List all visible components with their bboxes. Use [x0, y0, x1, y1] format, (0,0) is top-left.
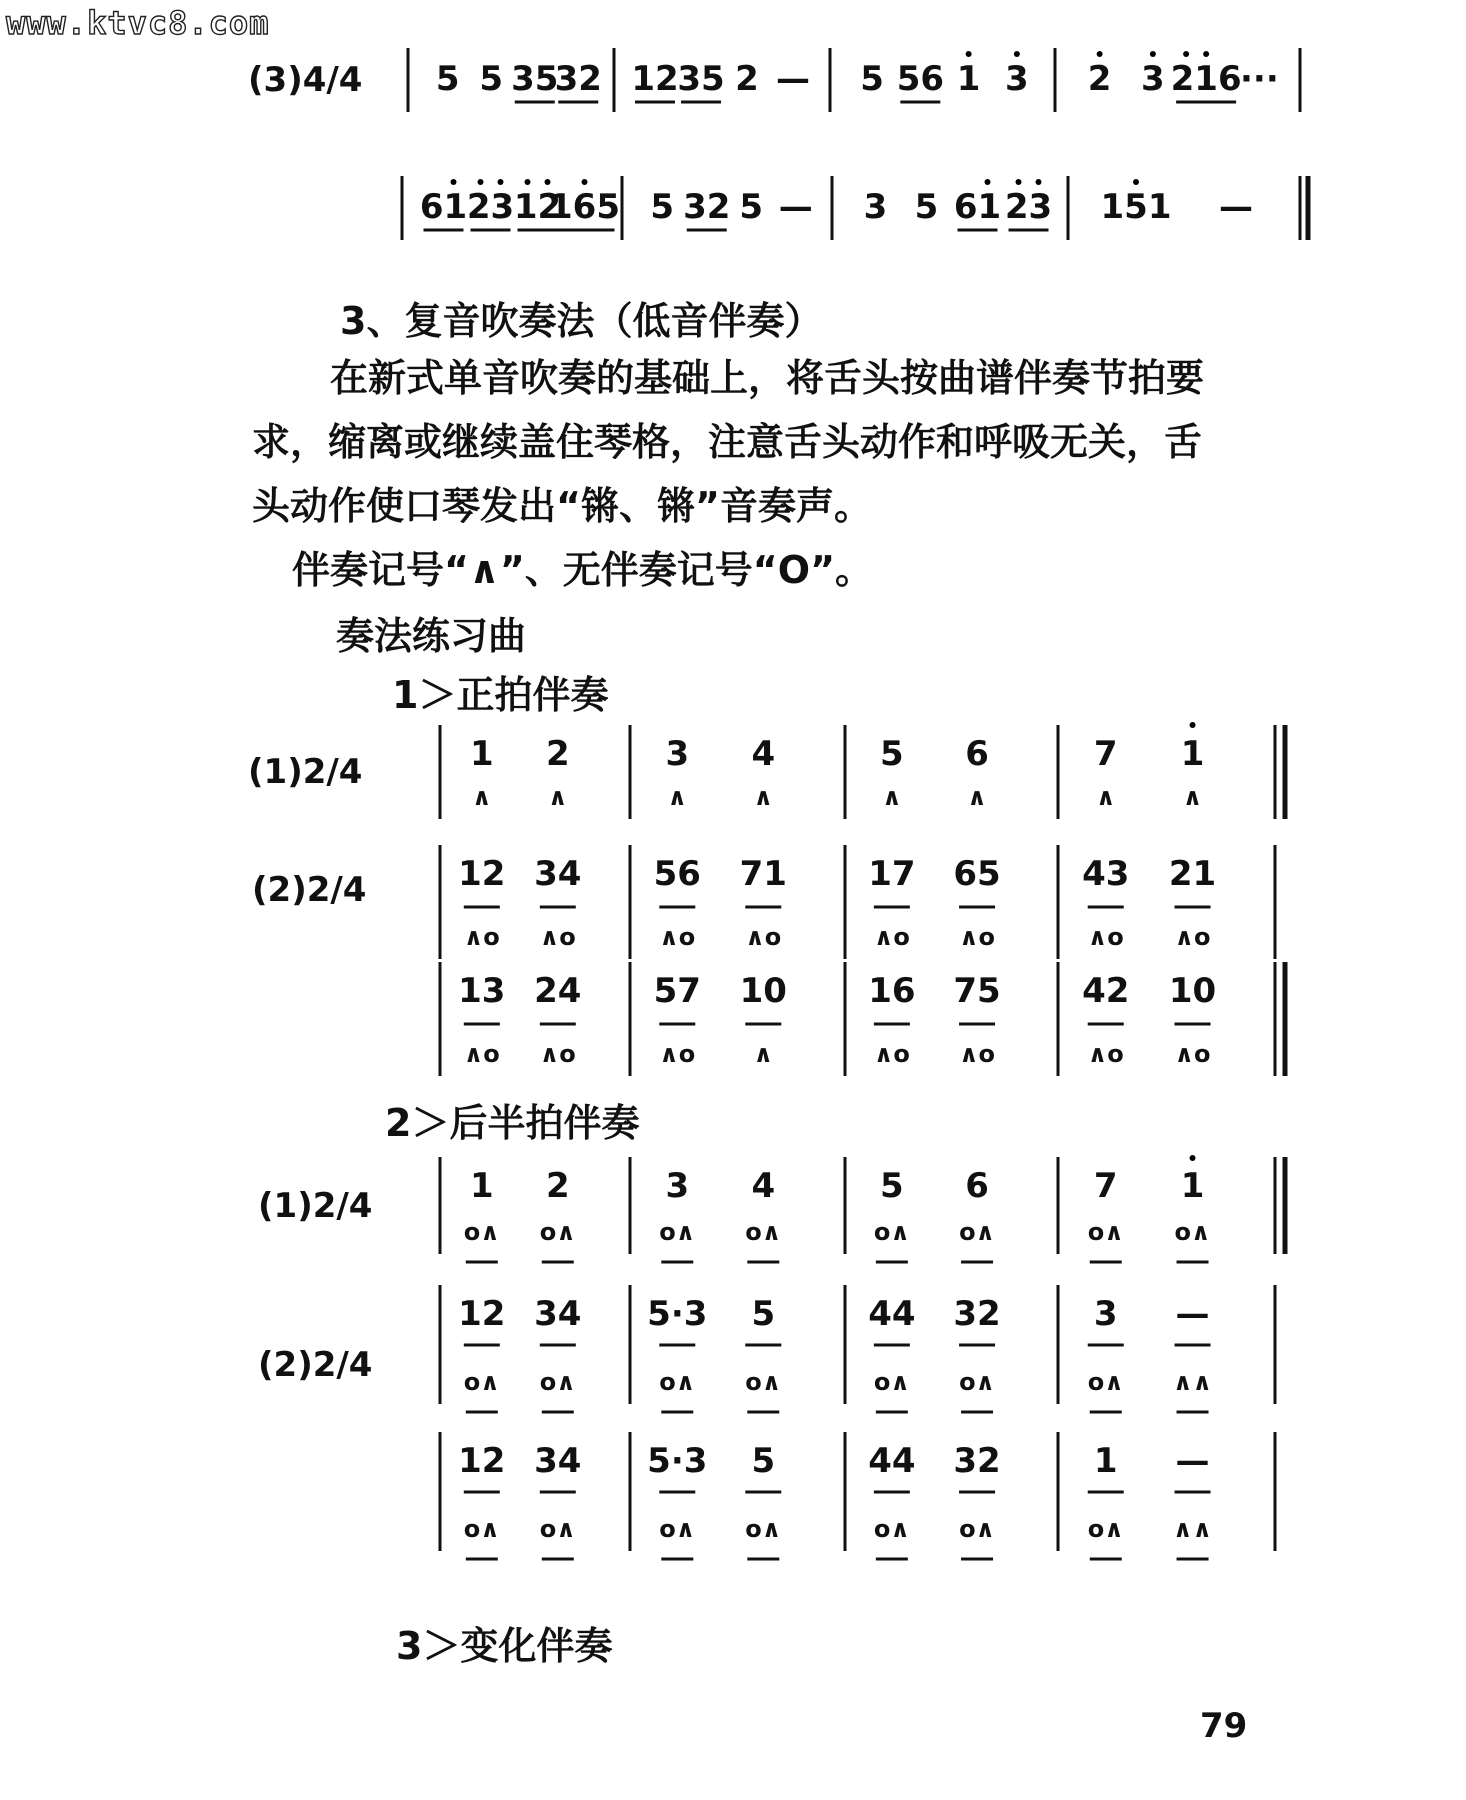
exercise-note: 34	[534, 1441, 582, 1481]
part1-title: 1＞正拍伴奏	[392, 673, 609, 717]
accompaniment-mark: ∧	[472, 783, 492, 811]
score-note: 12	[513, 187, 562, 227]
accompaniment-mark: ∧o	[1087, 923, 1124, 951]
accompaniment-mark: o∧	[1174, 1218, 1211, 1246]
accompaniment-mark: o∧	[1087, 1515, 1124, 1543]
exercise-note: 21	[1168, 854, 1217, 894]
exercise-note: 1	[469, 734, 494, 774]
accompaniment-mark: ∧	[967, 783, 987, 811]
exercise-note: 71	[739, 854, 787, 894]
octave-dot	[498, 179, 504, 185]
accompaniment-mark: o∧	[873, 1515, 910, 1543]
score-note: 165	[549, 187, 620, 227]
score-top-row2	[402, 176, 1308, 240]
octave-dot	[1190, 722, 1196, 728]
score-note: 23	[466, 187, 515, 227]
score-note: 3	[1005, 59, 1029, 99]
exercise-note: 2	[545, 734, 570, 774]
score-note: 5	[860, 59, 884, 99]
octave-dot	[1036, 179, 1042, 185]
score-note: 5	[739, 187, 764, 227]
accompaniment-mark: ∧	[1095, 783, 1116, 811]
score-note: 2	[735, 59, 759, 99]
score-note: 32	[554, 59, 602, 99]
exercise-note: 75	[953, 971, 1001, 1011]
exercise-note: —	[1175, 1294, 1210, 1334]
score-label-top: (3)4/4	[248, 60, 363, 100]
paragraph-line-2: 求，缩离或继续盖住琴格，注意舌头动作和呼吸无关，舌	[252, 420, 1203, 464]
accompaniment-mark: ∧	[753, 783, 774, 811]
exercise-note: 4	[751, 1166, 776, 1206]
score-note: 5	[479, 59, 504, 99]
accompaniment-mark: o∧	[463, 1515, 500, 1543]
octave-dot	[1133, 179, 1139, 185]
exercise-note: 34	[534, 1294, 582, 1334]
accompaniment-mark: o∧	[463, 1368, 500, 1396]
octave-dot	[545, 179, 551, 185]
octave-dot	[1097, 51, 1103, 57]
exercise-note: 32	[953, 1294, 1001, 1334]
exercise-note: 10	[1168, 971, 1217, 1011]
octave-dot	[525, 179, 531, 185]
score-note: 5	[435, 59, 460, 99]
score-note: 35	[511, 59, 559, 99]
exercise-note: 3	[665, 734, 690, 774]
score-note: 1	[956, 59, 981, 99]
exercise-note: 1	[1093, 1441, 1118, 1481]
score-note: ···	[1240, 59, 1279, 99]
score-note: 61	[419, 187, 468, 227]
accompaniment-mark: ∧o	[1174, 923, 1211, 951]
exercise-note: 16	[868, 971, 916, 1011]
score-note: 151	[1100, 187, 1172, 227]
part1-ex2-label: (2)2/4	[252, 870, 367, 910]
score-top-row1	[408, 48, 1300, 112]
score-note: 61	[953, 187, 1002, 227]
accompaniment-mark: o∧	[873, 1368, 910, 1396]
exercise-note: 5	[751, 1294, 776, 1334]
page-number: 79	[1200, 1706, 1248, 1746]
score-note: 216	[1170, 59, 1242, 99]
score-top	[0, 0, 1466, 260]
accompaniment-mark: ∧	[548, 783, 568, 811]
accompaniment-mark: ∧o	[959, 1040, 996, 1068]
octave-dot	[966, 51, 972, 57]
exercise-note: 6	[965, 734, 989, 774]
section-heading: 3、复音吹奏法（低音伴奏）	[340, 299, 823, 343]
exercise-note: 6	[965, 1166, 989, 1206]
exercise-note: 12	[458, 1294, 506, 1334]
part2-title: 2＞后半拍伴奏	[385, 1101, 640, 1145]
accompaniment-mark: o∧	[959, 1515, 996, 1543]
score-note: 23	[1004, 187, 1053, 227]
accompaniment-mark: ∧∧	[1173, 1368, 1213, 1396]
score-note: 35	[677, 59, 725, 99]
accompaniment-mark: ∧o	[463, 923, 500, 951]
exercise-note: 13	[458, 971, 506, 1011]
exercise-note: 1	[469, 1166, 494, 1206]
accompaniment-mark: o∧	[1087, 1218, 1124, 1246]
accompaniment-mark: o∧	[539, 1515, 576, 1543]
octave-dot	[985, 179, 991, 185]
exercise-note: 17	[868, 854, 916, 894]
exercise-note: 7	[1093, 1166, 1118, 1206]
accompaniment-mark: ∧	[753, 1040, 774, 1068]
exercise-note: 44	[868, 1441, 916, 1481]
exercise-note: 5	[751, 1441, 776, 1481]
accompaniment-mark: ∧	[667, 783, 688, 811]
score-note: 5	[914, 187, 939, 227]
exercise-note: 3	[1093, 1294, 1118, 1334]
exercise-note: 4	[751, 734, 776, 774]
octave-dot	[1016, 179, 1022, 185]
exercise-note: 7	[1093, 734, 1118, 774]
score-note: —	[776, 59, 810, 99]
accompaniment-mark: o∧	[873, 1218, 910, 1246]
paragraph-line-3: 头动作使口琴发出“锵、锵”音奏声。	[252, 484, 872, 528]
accompaniment-mark: ∧o	[873, 923, 910, 951]
score-note: —	[778, 187, 813, 227]
exercise-note: 12	[458, 854, 506, 894]
accompaniment-mark: ∧o	[539, 1040, 576, 1068]
practice-title: 奏法练习曲	[336, 614, 527, 658]
exercise-note: 34	[534, 854, 582, 894]
exercise-note: 1	[1180, 734, 1205, 774]
score-note: 5	[650, 187, 675, 227]
octave-dot	[1190, 1155, 1196, 1161]
score-note: 3	[863, 187, 888, 227]
exercise-note: 44	[868, 1294, 916, 1334]
exercise-note: 3	[665, 1166, 690, 1206]
octave-dot	[1203, 51, 1209, 57]
accompaniment-mark: ∧o	[873, 1040, 910, 1068]
octave-dot	[1150, 51, 1156, 57]
accompaniment-mark: ∧o	[959, 923, 996, 951]
part1-ex1-label: (1)2/4	[248, 752, 363, 792]
accompaniment-mark: ∧o	[659, 1040, 696, 1068]
accompaniment-mark: ∧o	[745, 923, 782, 951]
accompaniment-mark: o∧	[659, 1515, 696, 1543]
watermark-text: www.ktvc8.com	[6, 4, 270, 42]
accompaniment-mark: o∧	[659, 1218, 696, 1246]
exercise-note: 2	[545, 1166, 570, 1206]
exercise-note: —	[1175, 1441, 1210, 1481]
part2-ex2-label: (2)2/4	[258, 1345, 373, 1385]
part3-title: 3＞变化伴奏	[396, 1624, 613, 1668]
octave-dot	[1014, 51, 1020, 57]
exercise-note: 5	[880, 734, 904, 774]
accompaniment-mark: o∧	[745, 1218, 782, 1246]
accompaniment-mark: ∧o	[1174, 1040, 1211, 1068]
exercise-note: 1	[1180, 1166, 1205, 1206]
accompaniment-mark: ∧	[882, 783, 902, 811]
score-note: 12	[631, 59, 679, 99]
exercise-note: 65	[953, 854, 1001, 894]
exercise-note: 32	[953, 1441, 1001, 1481]
exercise-note: 57	[653, 971, 701, 1011]
exercise-note: 5	[880, 1166, 904, 1206]
accompaniment-mark: ∧o	[659, 923, 696, 951]
exercise-note: 12	[458, 1441, 506, 1481]
accompaniment-mark: ∧o	[1087, 1040, 1124, 1068]
score-note: 56	[896, 59, 945, 99]
accompaniment-mark: o∧	[463, 1218, 500, 1246]
octave-dot	[478, 179, 484, 185]
accompaniment-mark: o∧	[659, 1368, 696, 1396]
accompaniment-mark: o∧	[959, 1368, 996, 1396]
accompaniment-mark: o∧	[539, 1368, 576, 1396]
accompaniment-mark: ∧	[1182, 783, 1203, 811]
octave-dot	[582, 179, 588, 185]
exercise-note: 24	[534, 971, 582, 1011]
accompaniment-mark: o∧	[959, 1218, 996, 1246]
symbols-line: 伴奏记号“∧”、无伴奏记号“O”。	[292, 548, 874, 592]
octave-dot	[451, 179, 457, 185]
accompaniment-mark: ∧o	[539, 923, 576, 951]
accompaniment-mark: o∧	[539, 1218, 576, 1246]
score-note: 2	[1087, 59, 1112, 99]
score-note: 3	[1141, 59, 1165, 99]
exercise-note: 5·3	[647, 1441, 708, 1481]
part2-ex1-label: (1)2/4	[258, 1186, 373, 1226]
octave-dot	[1183, 51, 1189, 57]
accompaniment-mark: ∧o	[463, 1040, 500, 1068]
exercise-note: 42	[1082, 971, 1130, 1011]
score-note: 32	[683, 187, 731, 227]
exercise-note: 56	[653, 854, 701, 894]
score-note: —	[1219, 187, 1253, 227]
exercise-note: 10	[739, 971, 787, 1011]
accompaniment-mark: o∧	[1087, 1368, 1124, 1396]
exercise-note: 5·3	[647, 1294, 708, 1334]
accompaniment-mark: ∧∧	[1173, 1515, 1213, 1543]
accompaniment-mark: o∧	[745, 1368, 782, 1396]
exercise-note: 43	[1082, 854, 1130, 894]
accompaniment-mark: o∧	[745, 1515, 782, 1543]
paragraph-line-1: 在新式单音吹奏的基础上，将舌头按曲谱伴奏节拍要	[330, 356, 1205, 400]
exercises-scores	[0, 640, 1466, 1580]
